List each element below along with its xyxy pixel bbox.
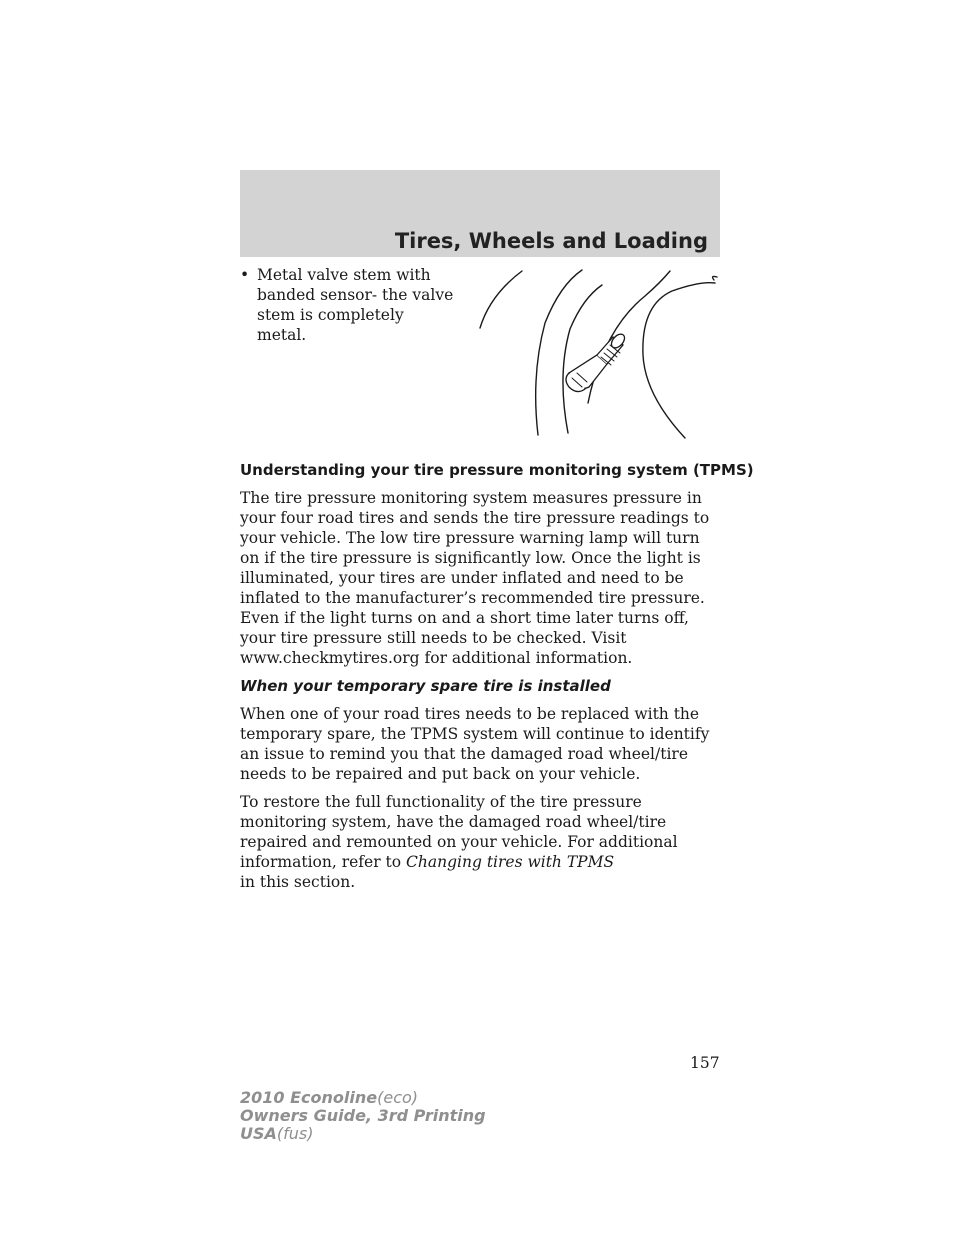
restore-tail-text: in this section. xyxy=(240,873,356,891)
body-content xyxy=(240,460,754,900)
valve-stem-icon xyxy=(465,265,720,445)
restore-lead-text: To restore the full functionality of the tire pressure monitoring system, have the damaged road wheel/tire repaired and remounted on your vehicle. For additional information, refer to xyxy=(240,793,678,871)
spare-tire-heading: When your temporary spare tire is installed xyxy=(240,677,611,695)
bullet-item xyxy=(240,265,455,345)
cross-reference: Changing tires with TPMS xyxy=(406,853,615,871)
restore-paragraph xyxy=(240,792,720,892)
footer-model-code: (eco) xyxy=(377,1088,419,1107)
bullet-marker: • xyxy=(240,266,250,284)
page-number: 157 xyxy=(690,1054,720,1072)
bullet-text: Metal valve stem with banded sensor- the valve stem is completely metal. xyxy=(257,266,454,344)
footer-model: 2010 Econoline xyxy=(240,1088,378,1107)
tpms-heading: Understanding your tire pressure monitoring system (TPMS) xyxy=(240,461,754,479)
tpms-paragraph: The tire pressure monitoring system measures pressure in your four road tires and sends the tire pressure readings to your vehicle. The low tire pressure warning lamp will turn on if the tire pressure is significantly low. Once the light is illuminated, your tires are under inflated and need to be inflated to the manufacturer’s recommended tire pressure. Even if the light turns on and a short time later turns off, your tire pressure still needs to be checked. Visit www.checkmytires.org for additional information. xyxy=(240,489,710,667)
footer-market: USA xyxy=(240,1124,277,1143)
spare-tire-paragraph: When one of your road tires needs to be replaced with the temporary spare, the TPMS system will continue to identify an issue to remind you that the damaged road wheel/tire needs to be repaired and put back on your vehicle. xyxy=(240,705,710,783)
footer-printing: Owners Guide, 3rd Printing xyxy=(240,1106,486,1125)
footer-market-code: (fus) xyxy=(276,1124,314,1143)
header-band xyxy=(240,170,720,257)
document-footer xyxy=(240,1089,486,1143)
valve-stem-illustration xyxy=(465,265,720,445)
section-title: Tires, Wheels and Loading xyxy=(394,229,708,253)
valve-body xyxy=(566,332,627,392)
